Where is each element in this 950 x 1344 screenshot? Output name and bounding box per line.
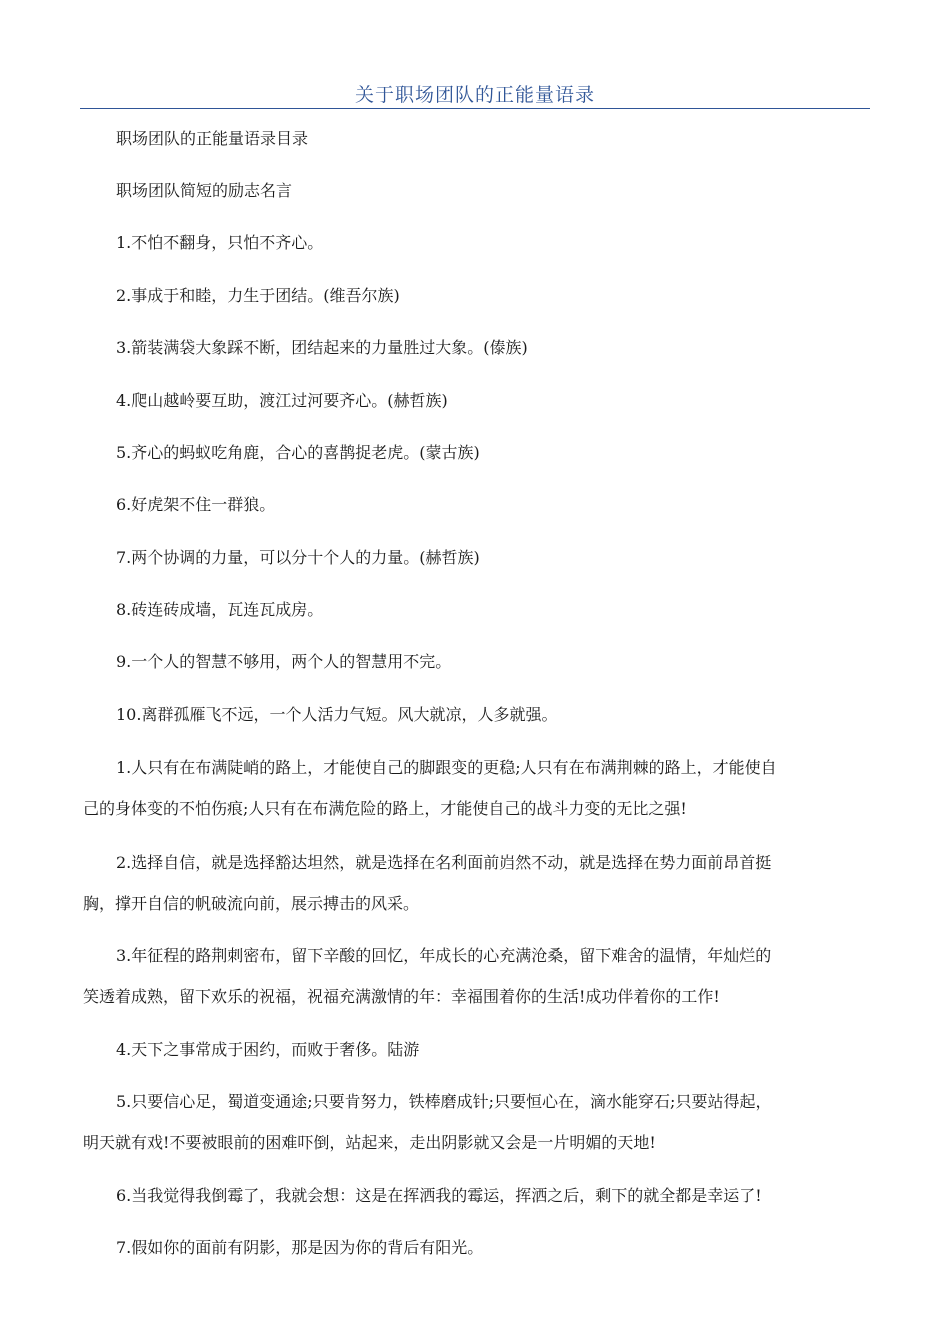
short-quote: 7.两个协调的力量，可以分十个人的力量。(赫哲族): [116, 548, 480, 567]
long-quote-line: 3.年征程的路荆刺密布，留下辛酸的回忆，年成长的心充满沧桑，留下难舍的温情，年灿烂的: [116, 946, 772, 965]
long-quote-line: 己的身体变的不怕伤痕;人只有在布满危险的路上，才能使自己的战斗力变的无比之强!: [83, 799, 687, 818]
short-quote: 1.不怕不翻身，只怕不齐心。: [116, 233, 324, 252]
short-quote: 10.离群孤雁飞不远，一个人活力气短。风大就凉，人多就强。: [116, 705, 558, 724]
long-quote-line: 7.假如你的面前有阴影，那是因为你的背后有阳光。: [116, 1238, 484, 1257]
long-quote-line: 2.选择自信，就是选择豁达坦然，就是选择在名利面前岿然不动，就是选择在势力面前昂首挺: [116, 853, 772, 872]
short-quote: 6.好虎架不住一群狼。: [116, 495, 276, 514]
short-quote: 2.事成于和睦，力生于团结。(维吾尔族): [116, 286, 400, 305]
section-title: 职场团队简短的励志名言: [116, 181, 293, 200]
long-quote-line: 明天就有戏!不要被眼前的困难吓倒，站起来，走出阴影就又会是一片明媚的天地!: [83, 1133, 656, 1152]
header-divider: [80, 108, 870, 109]
toc-title: 职场团队的正能量语录目录: [116, 129, 309, 148]
short-quote: 8.砖连砖成墙，瓦连瓦成房。: [116, 600, 324, 619]
short-quote: 4.爬山越岭要互助，渡江过河要齐心。(赫哲族): [116, 391, 448, 410]
long-quote-line: 5.只要信心足，蜀道变通途;只要肯努力，铁棒磨成针;只要恒心在，滴水能穿石;只要站得起，: [116, 1092, 772, 1111]
page-header-title: 关于职场团队的正能量语录: [354, 84, 595, 106]
short-quote: 5.齐心的蚂蚁吃角鹿，合心的喜鹊捉老虎。(蒙古族): [116, 443, 480, 462]
long-quote-line: 笑透着成熟，留下欢乐的祝福，祝福充满激情的年：幸福围着你的生活!成功伴着你的工作!: [83, 987, 720, 1006]
short-quote: 9.一个人的智慧不够用，两个人的智慧用不完。: [116, 652, 452, 671]
long-quote-line: 6.当我觉得我倒霉了，我就会想：这是在挥洒我的霉运，挥洒之后，剩下的就全都是幸运了!: [116, 1186, 762, 1205]
long-quote-line: 1.人只有在布满陡峭的路上，才能使自己的脚跟变的更稳;人只有在布满荆棘的路上，才能使自: [116, 758, 777, 777]
long-quote-line: 胸，撑开自信的帆破流向前，展示搏击的风采。: [83, 894, 420, 913]
long-quote-line: 4.天下之事常成于困约，而败于奢侈。陆游: [116, 1040, 420, 1059]
short-quote: 3.箭装满袋大象踩不断，团结起来的力量胜过大象。(傣族): [116, 338, 528, 357]
